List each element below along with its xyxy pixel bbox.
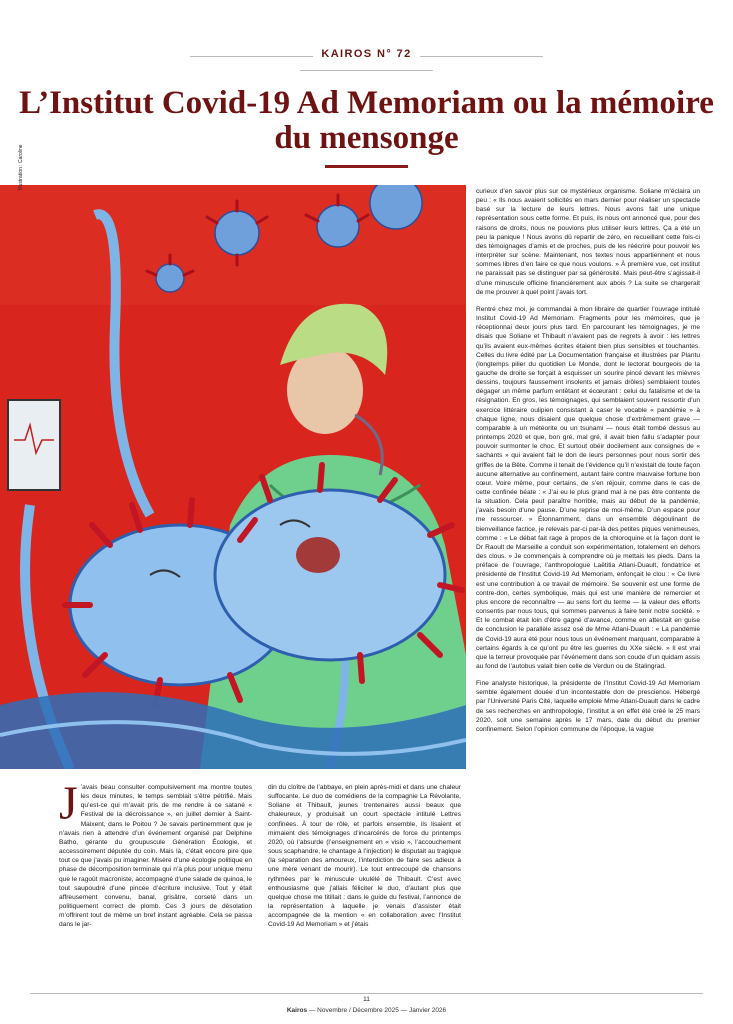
title-rule: [325, 165, 408, 168]
footer-rule: [30, 993, 703, 994]
kicker-rule-left: [190, 56, 314, 57]
illustration-painting: [0, 185, 466, 769]
paragraph: ’avais beau consulter compulsivement ma montre toutes les deux minutes, le temps semblait s’être pétrifié. Mais qu’est-ce qui m’avait pris de me rendre à ce satané « Festival de la décroissance », en juillet dernier à Saint-Maixent, dans le Poitou ? Je savais pertinemment que je n’avais rien à attendre d’un événement organisé par Delphine Batho, gérante du groupuscule Génération Écologie, et accessoirement députée du coin. Mais là, c’était encore pire que tout ce que j’avais pu imaginer. Misère d’une écologie politique en phase de décomposition terminale qui n’a plus pour unique menu que le ragoût macroniste, accompagné d’une salade de quinoa, le tout saupoudré d’une pincée d’écriture inclusive. Tout y était affreusement convenu, banal, grisâtre, corseté dans un politiquement correct de plomb. Ces 3 jours de désolation m’offrirent tout de même un bref instant agréable. Cela se passa dans le jar-: [59, 784, 252, 929]
drop-cap: J: [59, 777, 78, 830]
article-illustration: [0, 185, 466, 769]
illustration-credit: Illustration : Caroline: [18, 144, 24, 190]
publication-name: Kairos: [286, 1007, 308, 1014]
column-1: [59, 777, 252, 930]
paragraph: curieux d’en savoir plus sur ce mystérieux organisme. Soliane m’éclaira un peu : « Ils nous avaient sollicités en mars dernier pour réaliser un spectacle basé sur la lecture de leurs lettres. Nous avons fait une unique représentation sous cette forme. Et puis, ils nous ont annoncé que, pour des raisons de droits, nous ne pouvions plus utiliser leurs lettres. Ça a été un peu la panique ! Nous avons dû repartir de zéro, en recueillant cette fois-ci des témoignages d’amis et de proches, puis de les réécrire pour pouvoir les interpréter sur scène. Maintenant, nos textes nous appartiennent et nous sommes libres d’en faire ce que nous voulons. » À première vue, cet institut ne paraissait pas se distinguer par sa générosité. Mais peut-être s’agissait-il d’une minuscule officine financièrement aux abois ? La suite se chargerait de me prouver à quel point j’avais tort.: [476, 188, 700, 296]
issue-label: KAIROS N° 72: [313, 48, 419, 60]
issue-dates: — Novembre / Décembre 2025 — Janvier 2026: [308, 1007, 447, 1014]
page-number: 11: [363, 996, 370, 1003]
paragraph: din du cloître de l’abbaye, en plein après-midi et dans une chaleur suffocante. Le duo de comédiens de la compagnie La Révolante, Soliane et Thibault, jeunes trentenaires aussi beaux que chaleureux, y produisait un court spectacle intitulé Lettres confinées. À tour de rôle, et parfois ensemble, ils lisaient et mimaient des témoignages d’incarcérés de force du printemps 2020, où l’absurde (l’enseignement en « visio », l’accouchement sous scaphandre, le chantage à l’injection) le disputait au tragique (la séparation des amoureux, l’interdiction de faire ses adieux à une mère venant de mourir). Le tout entrecoupé de chansons rythmées par le minuscule ukulélé de Thibault. C’est avec enthousiasme que j’allais féliciter le duo, d’autant plus que quelque chose me titillait : dans le guide du festival, l’annonce de la représentation à laquelle je venais d’assister était accompagnée de la mention « en collaboration avec l’Institut Covid-19 Ad Memoriam » et j’étais: [268, 784, 461, 929]
issue-kicker: [0, 44, 733, 62]
kicker-underline: [300, 70, 433, 71]
paragraph: Fine analyste historique, la présidente de l’Institut Covid-19 Ad Memoriam semble également douée d’un incontestable don de prescience. Hébergé par l’Université Paris Cité, laquelle emploie Mme Atlani-Duault dans le cadre de ses recherches en anthropologie, l’institut a en effet été créé le 25 mars 2020, soit une semaine après le 17 mars, date du début du premier confinement. Selon l’opinion commune de l’époque, la vague: [476, 680, 700, 733]
article-title: L’Institut Covid-19 Ad Memoriam ou la mémoire du mensonge: [19, 85, 714, 156]
column-3: [476, 187, 700, 734]
column-2: [268, 783, 461, 930]
footer-publication: [0, 1007, 733, 1014]
paragraph: Rentré chez moi, je commandai à mon libraire de quartier l’ouvrage intitulé Institut Covid-19 Ad Memoriam. Fragments pour les mémoires, que je réceptionnai deux jours plus tard. En parcourant les témoignages, je me disais que Soliane et Thibault n’avaient pas de regrets à avoir : les lettres qu’ils avaient eux-mêmes écrites étaient bien plus sensibles et touchantes. Celles du livre édité par La Documentation française et illustrées par Plantu (longtemps pilier du quotidien Le Monde, dont le lectorat bourgeois de la gauche de droite se forçait à esquisser un sourire pincé devant les mièvres dessins, toujours faussement insolents et jamais drôles) semblaient toutes dégager un même parfum entêtant et écœurant : celui du fatalisme et de la résignation. En gros, les témoignages, qui semblaient souvent ressortir d’un exercice littéraire oulipien consistant à caser le vocable « pandémie » à chaque ligne, nous disaient que quelque chose d’extrêmement grave — comparable à un météorite ou un tsunami — nous était tombé dessus au printemps 2020 et que, bon gré, mal gré, il avait bien fallu s’adapter pour pouvoir surmonter le choc. Et surtout obéir docilement aux consignes de « sachants » qui avaient fait le don de leurs personnes pour nous sortir des griffes de la Bête. Comme il tenait de l’évidence qu’il n’existait de toute façon aucune alternative au confinement, autant faire contre mauvaise fortune bon cœur. Voire même, pour certains, de s’en réjouir, comme dans le cas de cette confinée béate : « J’ai eu le plus grand mal à ne pas être contente de la situation. Cela peut paraître horrible, mais au début de la pandémie, j’avais besoin d’une pause. D’une reprise de moi-même. D’un espace pour me ressourcer. » Étonnamment, dans un ensemble dégoulinant de bienveillance factice, je relevais par-ci par-là des petites piques venimeuses, comme : « Le débat fait rage à propos de la chloroquine et la façon dont le Dr Raoult de Marseille a conduit son expérimentation, totalement en dehors des clous. » Je commençais à comprendre où je mettais les pieds. Dans la préface de l’ouvrage, l’anthropologue Laëtitia Atlani-Duault, fondatrice et présidente de l’Institut Covid-19 Ad Memoriam, enfonçait le clou : « Ce livre est une contribution à ce travail de mémoire. Se souvenir est une forme de contre-don, certes symbolique, mais qui est une manière de remercier et plus encore de reconnaître — au sens fort du terme — la valeur des efforts consentis par nous tous, qui sommes parvenus à faire tenir notre société. » Et le combat était loin d’être gagné d’avance, comme en attestait en guise de conclusion le parallèle assez osé de Mme Atlani-Duault : « La pandémie de Covid-19 aura été pour nous tous un événement marquant, comparable à certains égards à ce qu’ont pu être les guerres du XXe siècle. » Il est vrai que la terreur provoquée par l’événement dans son coude d’un quidam assis au fond de l’autobus valait bien celle de Verdun ou de Stalingrad.: [476, 305, 700, 670]
kicker-rule-right: [419, 56, 543, 57]
